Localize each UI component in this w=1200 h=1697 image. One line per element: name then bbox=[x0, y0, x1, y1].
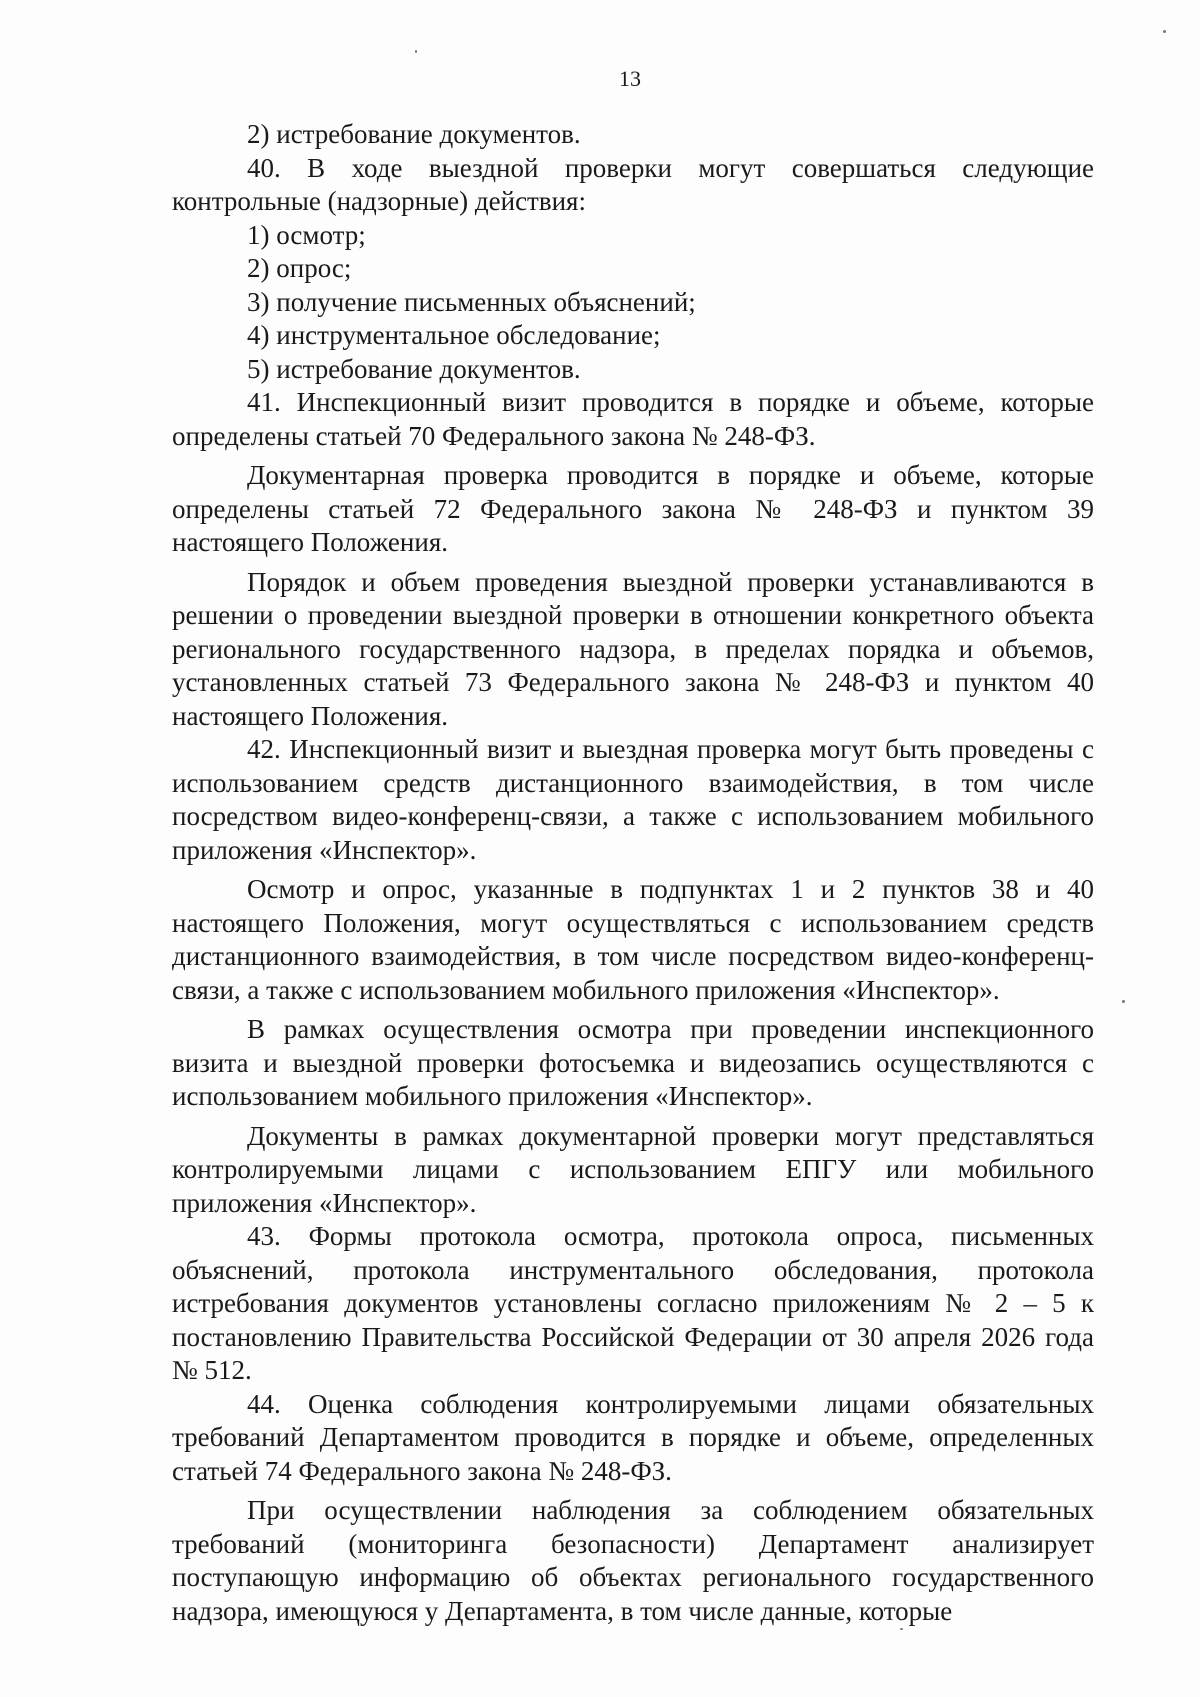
paragraph-40: 40. В ходе выездной проверки могут совершаться следующие контрольные (надзорные) действия: bbox=[172, 152, 1094, 216]
paragraph-item-2: 2) истребование документов. bbox=[247, 119, 581, 149]
paragraph-onsite-check-order: Порядок и объем проведения выездной проверки устанавливаются в решении о проведении выездной проверки в отношении конкретного объекта регионального государственного надзора, в пределах порядка и объемов, установленных статьей 73 Федерального закона № 248-ФЗ и пунктом 40 настоящего Положения. bbox=[172, 566, 1094, 731]
scan-speck bbox=[1122, 1000, 1125, 1003]
paragraph-44: 44. Оценка соблюдения контролируемыми лицами обязательных требований Департаментом проводится в порядке и объеме, определенных статьей 74 Федерального закона № 248-ФЗ. bbox=[172, 1388, 1094, 1486]
paragraph-40-item-5: 5) истребование документов. bbox=[247, 353, 581, 384]
paragraph-42: 42. Инспекционный визит и выездная проверка могут быть проведены с использованием средств дистанционного взаимодействия, в том числе посредством видео-конференц-связи, а также с использованием мобильного приложения «Инспектор». bbox=[172, 734, 1094, 865]
scan-speck bbox=[415, 50, 417, 53]
scan-speck bbox=[900, 1628, 903, 1630]
paragraph-40-item-3: 3) получение письменных объяснений; bbox=[247, 286, 696, 317]
paragraph-documentary-check: Документарная проверка проводится в порядке и объеме, которые определены статьей 72 Федерального закона № 248-ФЗ и пунктом 39 настоящего Положения. bbox=[172, 460, 1094, 557]
paragraph-monitoring: При осуществлении наблюдения за соблюдением обязательных требований (мониторинга безопасности) Департамент анализирует поступающую информацию об объектах регионального государственного надзора, имеющуюся у Департамента, в том числе данные, которые bbox=[172, 1495, 1094, 1626]
paragraph-documents-submission: Документы в рамках документарной проверки могут представляться контролируемыми лицами с использованием ЕПГУ или мобильного приложения «Инспектор». bbox=[172, 1120, 1094, 1218]
paragraph-43: 43. Формы протокола осмотра, протокола опроса, письменных объяснений, протокола инструментального обследования, протокола истребования документов установлены согласно приложениям № 2 – 5 к постановлению Правительства Российской Федерации от 30 апреля 2026 года № 512. bbox=[172, 1221, 1094, 1385]
scan-speck bbox=[1163, 30, 1166, 33]
paragraph-photo-video: В рамках осуществления осмотра при проведении инспекционного визита и выездной проверки фотосъемка и видеозапись осуществляются с использованием мобильного приложения «Инспектор». bbox=[172, 1014, 1094, 1111]
page-number: 13 bbox=[619, 66, 641, 91]
document-body bbox=[172, 118, 1094, 1628]
paragraph-inspection-survey: Осмотр и опрос, указанные в подпунктах 1 и 2 пунктов 38 и 40 настоящего Положения, могут осуществляться с использованием средств дистанционного взаимодействия, в том числе посредством видео-конференц-связи, а также с использованием мобильного приложения «Инспектор». bbox=[172, 874, 1094, 1005]
paragraph-40-item-4: 4) инструментальное обследование; bbox=[247, 320, 661, 350]
paragraph-40-item-2: 2) опрос; bbox=[247, 253, 352, 283]
paragraph-40-item-1: 1) осмотр; bbox=[247, 219, 366, 250]
paragraph-41: 41. Инспекционный визит проводится в порядке и объеме, которые определены статьей 70 Федерального закона № 248-ФЗ. bbox=[172, 387, 1094, 451]
